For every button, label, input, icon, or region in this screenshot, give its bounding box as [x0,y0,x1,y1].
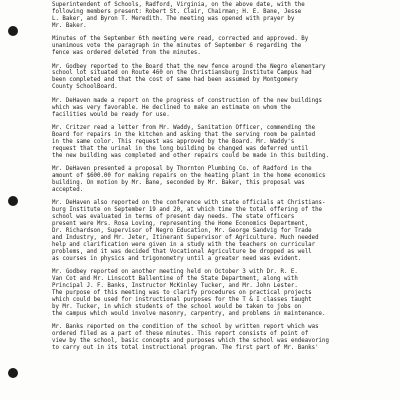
text-line: ordered filed as a part of these minutes. This report consists of point of [52,331,309,337]
binder-holes [8,0,22,400]
text-line: Mr. Godbey reported on another meeting held on October 3 with Dr. R. E. [52,269,298,276]
text-line: County SchoolBoard. [52,84,118,91]
text-line: unanimous vote the paragraph in the minutes of September 6 regarding the [52,43,302,50]
text-line: Mr. DeHaven made a report on the progress of construction of the new buildings [52,97,323,104]
text-line: as courses in physics and trigonometry until a greater need was evident. [52,255,302,262]
text-line: amount of $600.00 for making repairs on the heating plant in the home economics [52,173,326,180]
text-line: been completed and that the cost of same had been assumed by Montgomery [52,77,298,84]
paragraph-opening [52,2,392,30]
text-line: to carry out in its total instructional program. The first part of Mr. Banks' [52,344,319,351]
paragraph-minutes [52,36,392,57]
paragraph-banks [52,324,392,352]
binder-hole [8,196,18,206]
text-line: Mr. DeHaven also reported on the conference with state officials at Christians- [52,200,326,207]
text-line: which was very favorable. He declined to make an estimate on whom the [52,104,291,111]
text-line: help and clarification were given in a study with the teachers on curricular [52,241,316,248]
paragraph-buildings [52,98,392,119]
text-line: which could be used for instructional purposes for the T & I classes taught [52,296,312,303]
paragraph-conference [52,200,392,262]
text-line: view by the school, basic concepts and purposes which the school was endeavoring [52,337,329,344]
text-line: school lot situated on Route 460 on the Christiansburg Institute Campus had [52,70,312,77]
text-line: request that the urinal in the long building be changed was deferred until [52,145,309,152]
paragraph-sanitation [52,125,392,160]
text-line: Superintendent of Schools, Radford, Virginia, on the above date, with the [52,2,305,8]
text-line: L. Baker, and Byron T. Meredith. The meeting was opened with prayer by [52,15,295,22]
paragraph-plumbing [52,166,392,194]
text-line: Mr. DeHaven presented a proposal by Thornton Plumbing Co. of Radford in the [52,166,312,173]
text-line: fence was ordered deleted from the minutes. [52,50,201,57]
text-line: and Industry, and Mr. Jeter, Itinerant Supervisor of Agriculture. Much needed [52,234,319,241]
text-line: facilities would be ready for use. [52,111,170,118]
text-line: problems, and it was decided that Vocational Agriculture be dropped as well [52,248,312,255]
text-line: building. On motion by Mr. Bane, seconded by Mr. Baker, this proposal was [52,180,305,186]
text-line: following members present: Robert St. Clair, Chairman; H. E. Bane, Jesse [52,8,302,15]
text-line: Minutes of the September 6th meeting were read, corrected and approved. By [52,36,309,43]
text-line: The purpose of this meeting was to clarify procedures on practical projects [52,289,312,296]
text-line: the new building was completed and other repairs could be made in this building. [52,152,329,159]
text-line: Mr. Critzer read a letter from Mr. Waddy, Sanitation Officer, commending the [52,125,316,132]
text-line: burg Institute on September 19 and 20, at which time the total offering of the [52,207,323,214]
text-line: school was evaluated in terms of present day needs. The state officers [52,214,295,221]
text-line: present were Mrs. Rosa Loving, representing the Home Economics Department, [52,221,309,228]
binder-hole [8,26,18,36]
text-line: Mr. Banks reported on the condition of the school by written report which was [52,324,319,331]
binder-hole [8,368,18,378]
text-line: Dr. Richardson, Supervisor of Negro Education, Mr. George Sandvig for Trade [52,228,312,235]
text-line: the campus which would involve masonry, carpentry, and problems in maintenance. [52,310,326,317]
text-line: Board for repairs in the kitchen and asking that the serving room be painted [52,131,316,138]
text-line: by Mr. Tucker, in which students of the school would be taken to jobs on [52,303,302,310]
minutes-body [52,2,392,358]
text-line: accepted. [52,186,84,193]
paragraph-meeting [52,269,392,317]
text-line: Mr. Baker. [52,22,87,29]
paragraph-fence [52,64,392,92]
text-line: Van Cot and Mr. Linscott Ballentine of the State Department, along with [52,276,298,283]
text-line: Principal J. F. Banks, Instructor McKinley Tucker, and Mr. John Lester. [52,282,298,289]
text-line: Mr. Godbey reported to the Board that the new fence around the Negro elementary [52,63,326,70]
text-line: in the same color. This request was approved by the Board. Mr. Waddy's [52,138,295,145]
